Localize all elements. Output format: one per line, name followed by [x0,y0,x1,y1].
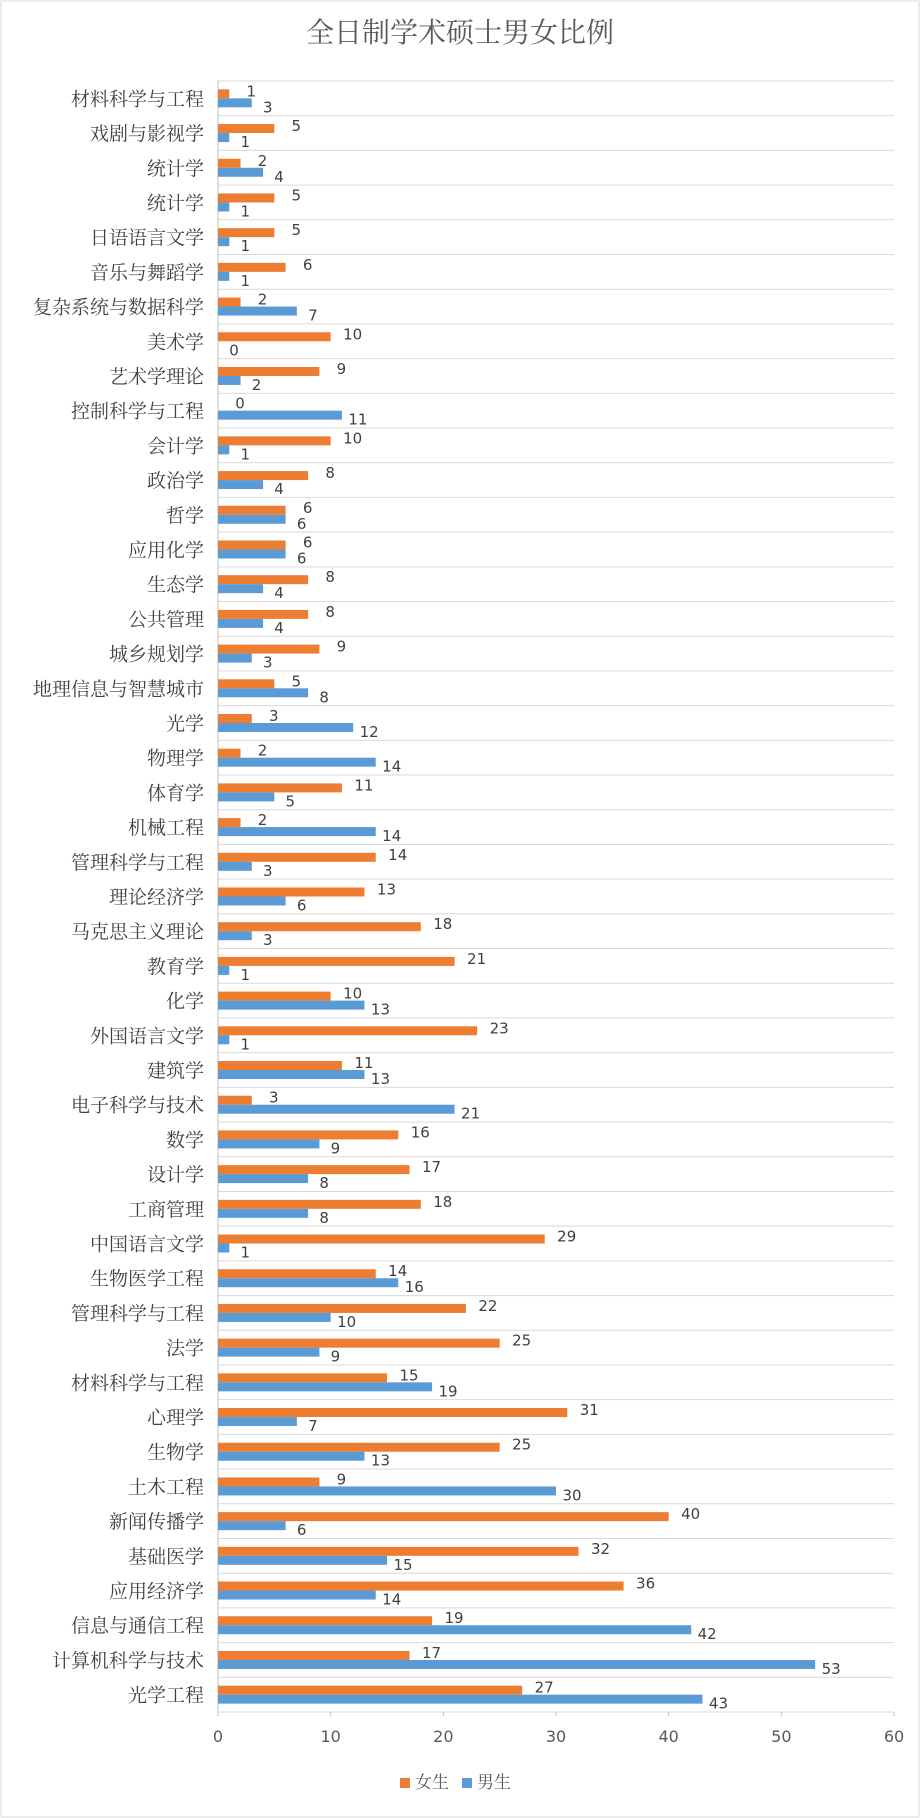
bar-female [218,1686,522,1695]
data-label-female: 8 [325,464,335,483]
bar-female [218,1200,421,1209]
legend [400,1773,511,1793]
bar-female [218,471,308,480]
bar-male [218,1209,308,1218]
bar-female [218,1477,319,1486]
category-label: 法学 [165,1337,204,1360]
bar-male [218,1139,319,1148]
data-label-female: 29 [557,1227,577,1246]
category-label: 政治学 [146,470,204,493]
bar-male [218,584,263,593]
bar-female [218,1165,410,1174]
category-label: 电子科学与技术 [70,1094,204,1117]
bar-female [218,679,274,688]
data-label-male: 1 [240,271,251,290]
data-label-male: 14 [382,1590,402,1609]
bar-female [218,1408,567,1417]
data-label-male: 8 [319,1208,329,1227]
bar-female [218,298,241,307]
category-label: 生物医学工程 [89,1268,204,1291]
data-label-female: 2 [257,811,268,830]
category-label: 机械工程 [127,817,204,840]
data-label-female: 2 [257,151,268,170]
bar-male [218,1695,702,1704]
x-tick-label: 60 [883,1727,905,1746]
data-label-male: 13 [370,1070,391,1089]
data-label-male: 6 [296,514,307,533]
category-label: 会计学 [146,435,204,458]
bar-male [218,1070,364,1079]
x-axis-ticks [213,1712,904,1746]
category-label: 生物学 [146,1441,204,1464]
category-label: 中国语言文学 [89,1233,204,1256]
data-label-male: 10 [337,1312,357,1331]
data-label-male: 1 [240,237,251,256]
category-label: 化学 [165,990,204,1013]
bar-male [218,1591,376,1600]
data-label-female: 22 [478,1296,498,1315]
data-label-female: 6 [302,533,313,552]
category-label: 新闻传播学 [108,1511,204,1534]
data-label-male: 2 [251,375,262,394]
data-label-male: 6 [296,1521,307,1540]
data-label-female: 18 [433,1192,453,1211]
data-label-female: 9 [336,1470,347,1489]
data-label-male: 3 [263,98,273,117]
bar-female [218,540,286,549]
data-label-female: 1 [246,82,257,101]
data-label-male: 42 [697,1625,717,1644]
data-label-male: 13 [370,1000,391,1019]
data-label-female: 9 [336,637,347,656]
data-label-male: 21 [461,1104,481,1123]
data-label-female: 17 [421,1158,442,1177]
data-label-male: 7 [308,306,318,325]
chart-title: 全日制学术硕士男女比例 [305,16,615,49]
data-label-female: 9 [336,359,347,378]
category-label: 理论经济学 [108,886,204,909]
category-label: 应用化学 [127,539,204,562]
bar-female [218,228,274,237]
data-label-female: 36 [636,1574,656,1593]
data-label-male: 43 [708,1694,729,1713]
legend-swatch-male [462,1778,472,1788]
bar-male [218,1417,297,1426]
data-label-female: 14 [388,1262,408,1281]
bar-female [218,506,286,515]
data-label-female: 32 [590,1539,611,1558]
data-label-male: 9 [330,1347,341,1366]
data-label-male: 3 [263,931,273,950]
data-label-male: 16 [404,1278,424,1297]
category-label: 教育学 [146,955,204,978]
data-label-female: 6 [302,498,313,517]
data-label-male: 8 [319,688,329,707]
bars [218,89,815,1703]
category-label: 马克思主义理论 [70,921,204,944]
bar-female [218,436,331,445]
bar-female [218,332,331,341]
bar-female [218,1026,477,1035]
bar-male [218,966,229,975]
bar-female [218,1512,669,1521]
category-label: 应用经济学 [108,1580,204,1603]
bar-male [218,1348,319,1357]
data-label-female: 10 [343,429,363,448]
data-label-male: 5 [285,792,296,811]
bar-female [218,645,319,654]
data-label-male: 19 [438,1382,458,1401]
data-label-female: 0 [235,394,245,413]
bar-male [218,1452,364,1461]
data-label-female: 8 [325,602,335,621]
category-label: 土木工程 [127,1476,204,1499]
bar-female [218,992,331,1001]
legend-swatch-female [400,1778,410,1788]
data-label-male: 1 [240,965,251,984]
data-label-female: 11 [354,776,374,795]
data-label-female: 8 [325,568,335,587]
data-label-male: 0 [229,341,239,360]
bar-male [218,1105,455,1114]
data-label-male: 3 [263,653,273,672]
bar-female [218,1130,398,1139]
data-label-female: 19 [444,1609,464,1628]
category-label: 物理学 [146,747,204,770]
bar-female [218,124,274,133]
data-label-female: 13 [376,880,397,899]
bar-female [218,193,274,202]
bar-male [218,654,252,663]
data-label-male: 12 [359,722,379,741]
category-label: 材料科学与工程 [70,1372,204,1395]
data-label-female: 25 [512,1435,532,1454]
bar-female [218,610,308,619]
bar-female [218,1582,624,1591]
bar-male [218,1174,308,1183]
category-label: 数学 [165,1129,204,1152]
data-label-female: 18 [433,915,453,934]
category-labels [33,88,204,1706]
category-label: 城乡规划学 [108,643,204,666]
x-tick-label: 30 [545,1727,567,1746]
x-tick-label: 20 [433,1727,454,1746]
data-label-male: 11 [348,410,368,429]
category-label: 光学 [165,712,204,735]
data-label-male: 1 [240,202,251,221]
category-label: 材料科学与工程 [70,88,204,111]
bar-female [218,957,455,966]
bar-male [218,1244,229,1253]
data-label-female: 25 [512,1331,532,1350]
category-label: 建筑学 [146,1060,204,1083]
bar-male [218,376,241,385]
data-label-male: 1 [240,133,251,152]
category-label: 艺术学理论 [108,365,204,388]
data-label-male: 4 [274,480,284,499]
category-label: 心理学 [146,1407,204,1430]
data-labels [229,82,840,1712]
category-label: 设计学 [146,1164,204,1187]
data-label-female: 3 [269,1088,279,1107]
category-label: 控制科学与工程 [70,400,204,423]
data-label-male: 13 [370,1451,391,1470]
bar-male [218,1660,815,1669]
bar-male [218,1313,331,1322]
category-label: 日语语言文学 [89,227,204,250]
data-label-male: 15 [393,1555,413,1574]
bar-female [218,1373,387,1382]
bar-male [218,931,252,940]
bar-female [218,89,229,98]
bar-female [218,1616,432,1625]
data-label-male: 8 [319,1174,329,1193]
bar-male [218,1556,387,1565]
bar-female [218,263,286,272]
category-label: 生态学 [146,574,204,597]
x-tick-label: 40 [658,1727,679,1746]
category-label: 统计学 [146,157,204,180]
data-label-female: 31 [579,1401,599,1420]
bar-male [218,1486,556,1495]
data-label-female: 17 [421,1643,442,1662]
bar-male [218,619,263,628]
bar-female [218,1235,545,1244]
category-label: 外国语言文学 [89,1025,204,1048]
category-label: 光学工程 [127,1684,204,1707]
bar-female [218,714,252,723]
bar-male [218,827,376,836]
data-label-male: 53 [821,1659,841,1678]
bar-male [218,792,274,801]
data-label-male: 6 [296,896,307,915]
x-tick-label: 10 [320,1727,341,1746]
bar-male [218,897,286,906]
data-label-male: 1 [240,1035,251,1054]
category-label: 音乐与舞蹈学 [89,261,204,284]
data-label-female: 40 [681,1505,701,1524]
bar-male [218,133,229,142]
legend-label-male: 男生 [477,1773,511,1793]
x-tick-label: 0 [212,1727,224,1746]
data-label-female: 10 [343,984,363,1003]
data-label-male: 4 [274,618,284,637]
data-label-female: 5 [291,672,302,691]
bar-female [218,367,319,376]
data-label-male: 4 [274,584,284,603]
bar-male [218,272,229,281]
category-label: 统计学 [146,192,204,215]
bar-male [218,1278,398,1287]
category-label: 地理信息与智慧城市 [32,678,204,701]
category-label: 基础医学 [127,1545,204,1568]
category-label: 公共管理 [127,608,204,631]
bar-female [218,853,376,862]
data-label-female: 21 [467,949,487,968]
legend-label-female: 女生 [415,1773,449,1793]
bar-female [218,1339,500,1348]
data-label-female: 27 [534,1678,554,1697]
data-label-male: 9 [330,1139,341,1158]
data-label-female: 15 [399,1366,419,1385]
bar-female [218,575,308,584]
category-label: 戏剧与影视学 [89,123,204,146]
bar-female [218,1304,466,1313]
bar-female [218,1096,252,1105]
bar-male [218,202,229,211]
category-label: 信息与通信工程 [70,1615,204,1638]
category-label: 管理科学与工程 [70,1302,204,1325]
category-label: 体育学 [146,782,204,805]
data-label-female: 16 [410,1123,430,1142]
bar-female [218,922,421,931]
data-label-female: 10 [343,325,363,344]
data-label-male: 14 [382,827,402,846]
data-label-female: 6 [302,255,313,274]
bar-female [218,1651,410,1660]
bar-male [218,168,263,177]
data-label-female: 2 [257,741,268,760]
data-label-female: 5 [291,186,302,205]
bar-male [218,723,353,732]
bar-male [218,480,263,489]
data-label-male: 6 [296,549,307,568]
data-label-male: 4 [274,167,284,186]
data-label-female: 11 [354,1054,374,1073]
bar-male [218,515,286,524]
bar-male [218,1035,229,1044]
x-tick-label: 50 [771,1727,792,1746]
category-label: 工商管理 [127,1198,204,1221]
data-label-female: 3 [269,706,279,725]
data-label-male: 1 [240,1243,251,1262]
category-label: 美术学 [146,331,204,354]
bar-female [218,1443,500,1452]
bar-male [218,445,229,454]
bar-female [218,1061,342,1070]
bar-female [218,159,241,168]
bar-male [218,862,252,871]
data-label-male: 30 [562,1486,582,1505]
bar-female [218,783,342,792]
bar-male [218,549,286,558]
bar-female [218,1547,579,1556]
data-label-female: 23 [489,1019,509,1038]
category-label: 复杂系统与数据科学 [32,296,204,319]
data-label-male: 7 [308,1417,318,1436]
bar-female [218,749,241,758]
data-label-female: 2 [257,290,268,309]
data-label-female: 5 [291,221,302,240]
bar-female [218,1269,376,1278]
category-label: 计算机科学与技术 [51,1649,204,1672]
bar-male [218,237,229,246]
data-label-male: 1 [240,445,251,464]
category-label: 管理科学与工程 [70,851,204,874]
bar-female [218,818,241,827]
data-label-female: 5 [291,117,302,136]
bar-male [218,1521,286,1530]
data-label-male: 3 [263,861,273,880]
data-label-male: 14 [382,757,402,776]
bar-female [218,888,364,897]
category-label: 哲学 [165,504,204,527]
data-label-female: 14 [388,845,408,864]
bar-male [218,758,376,767]
